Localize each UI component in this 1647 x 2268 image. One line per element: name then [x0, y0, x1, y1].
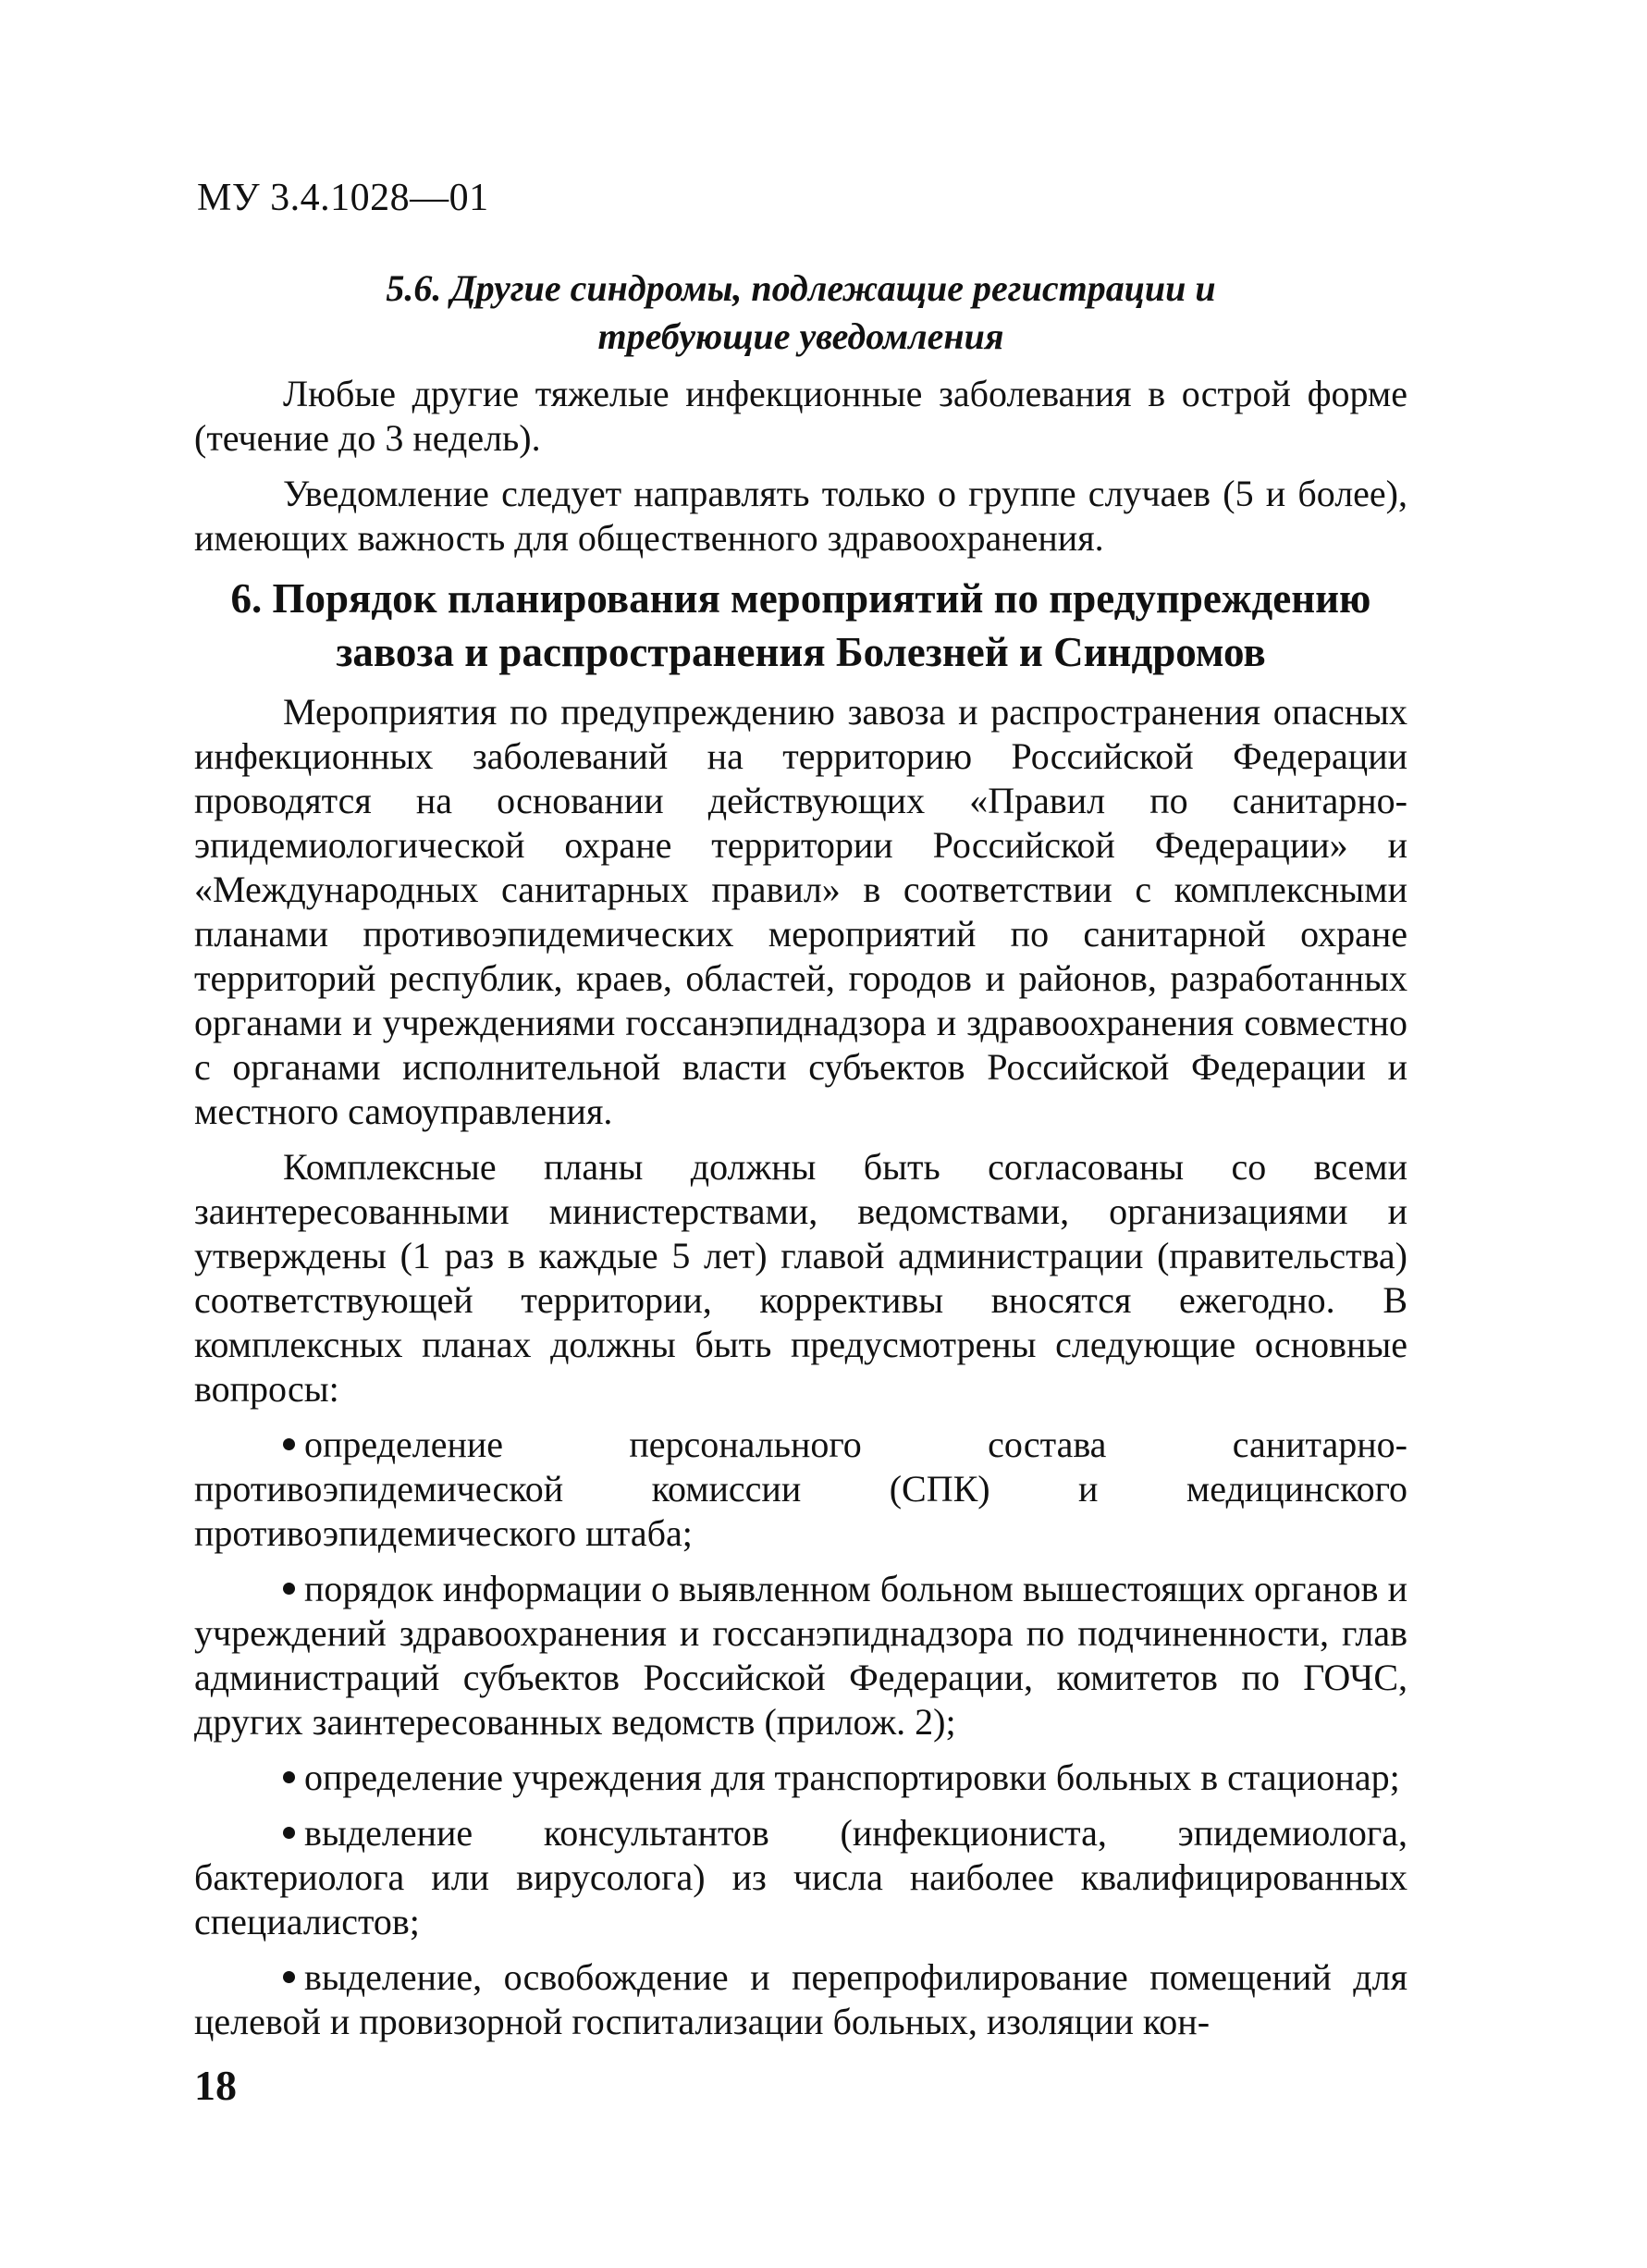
- section-5-6-title-line-1: 5.6. Другие синдромы, подлежащие регистрации и: [386, 267, 1216, 309]
- section-5-6-title-line-2: требующие уведомления: [597, 315, 1004, 357]
- bullet-text: определение учреждения для транспортировки больных в стационар;: [304, 1756, 1400, 1798]
- section-6-paragraph: Мероприятия по предупреждению завоза и распространения опасных инфекционных заболеваний на территорию Российской Федерации проводятся на основании действующих «Правил по санитарно-эпидемиологической охране территории Российской Федерации» и «Международных санитарных правил» в соответствии с комплексными планами противоэпидемических мероприятий по санитарной охране территорий республик, краев, областей, городов и районов, разработанных органами и учреждениями госсанэпиднадзора и здравоохранения совместно с органами исполнительной власти субъектов Российской Федерации и местного самоуправления.: [194, 691, 1407, 1132]
- bullet-item: [194, 1756, 1407, 1800]
- document-code: МУ 3.4.1028—01: [197, 177, 489, 219]
- bullet-text: выделение, освобождение и перепрофилирование помещений для целевой и провизорной госпитализации больных, изоляции кон-: [194, 1956, 1407, 2042]
- bullet-icon: [283, 1827, 295, 1839]
- section-6-title-line-1: 6. Порядок планирования мероприятий по предупреждению: [230, 575, 1371, 622]
- section-6-title: [194, 572, 1407, 679]
- bullet-text: определение персонального состава санитарно-противоэпидемической комиссии (СПК) и медицинского противоэпидемического штаба;: [194, 1424, 1407, 1554]
- bullet-icon: [283, 1583, 295, 1595]
- bullet-text: выделение консультантов (инфекциониста, эпидемиолога, бактериолога или вирусолога) из числа наиболее квалифицированных специалистов;: [194, 1812, 1407, 1942]
- section-5-6-title: [194, 265, 1407, 361]
- section-5-6-paragraph: Любые другие тяжелые инфекционные заболевания в острой форме (течение до 3 недель).: [194, 373, 1407, 459]
- bullet-item: [194, 1955, 1407, 2044]
- bullet-item: [194, 1423, 1407, 1556]
- bullet-icon: [283, 1438, 295, 1450]
- page-content: [194, 265, 1407, 2055]
- bullet-list: [194, 1423, 1407, 2044]
- section-5-6-paragraph: Уведомление следует направлять только о группе случаев (5 и более), имеющих важность для общественного здравоохранения.: [194, 473, 1407, 559]
- page-number: 18: [194, 2062, 237, 2109]
- bullet-text: порядок информации о выявленном больном вышестоящих органов и учреждений здравоохранения и госсанэпиднадзора по подчиненности, глав администраций субъектов Российской Федерации, комитетов по ГОЧС, других заинтересованных ведомств (прилож. 2);: [194, 1568, 1407, 1743]
- section-6-title-line-2: завоза и распространения Болезней и Синдромов: [336, 629, 1266, 675]
- bullet-item: [194, 1567, 1407, 1744]
- bullet-item: [194, 1811, 1407, 1944]
- bullet-icon: [283, 1971, 295, 1983]
- bullet-icon: [283, 1771, 295, 1783]
- section-6-paragraph: Комплексные планы должны быть согласованы со всеми заинтересованными министерствами, ведомствами, организациями и утверждены (1 раз в каждые 5 лет) главой администрации (правительства) соответствующей территории, коррективы вносятся ежегодно. В комплексных планах должны быть предусмотрены следующие основные вопросы:: [194, 1146, 1407, 1410]
